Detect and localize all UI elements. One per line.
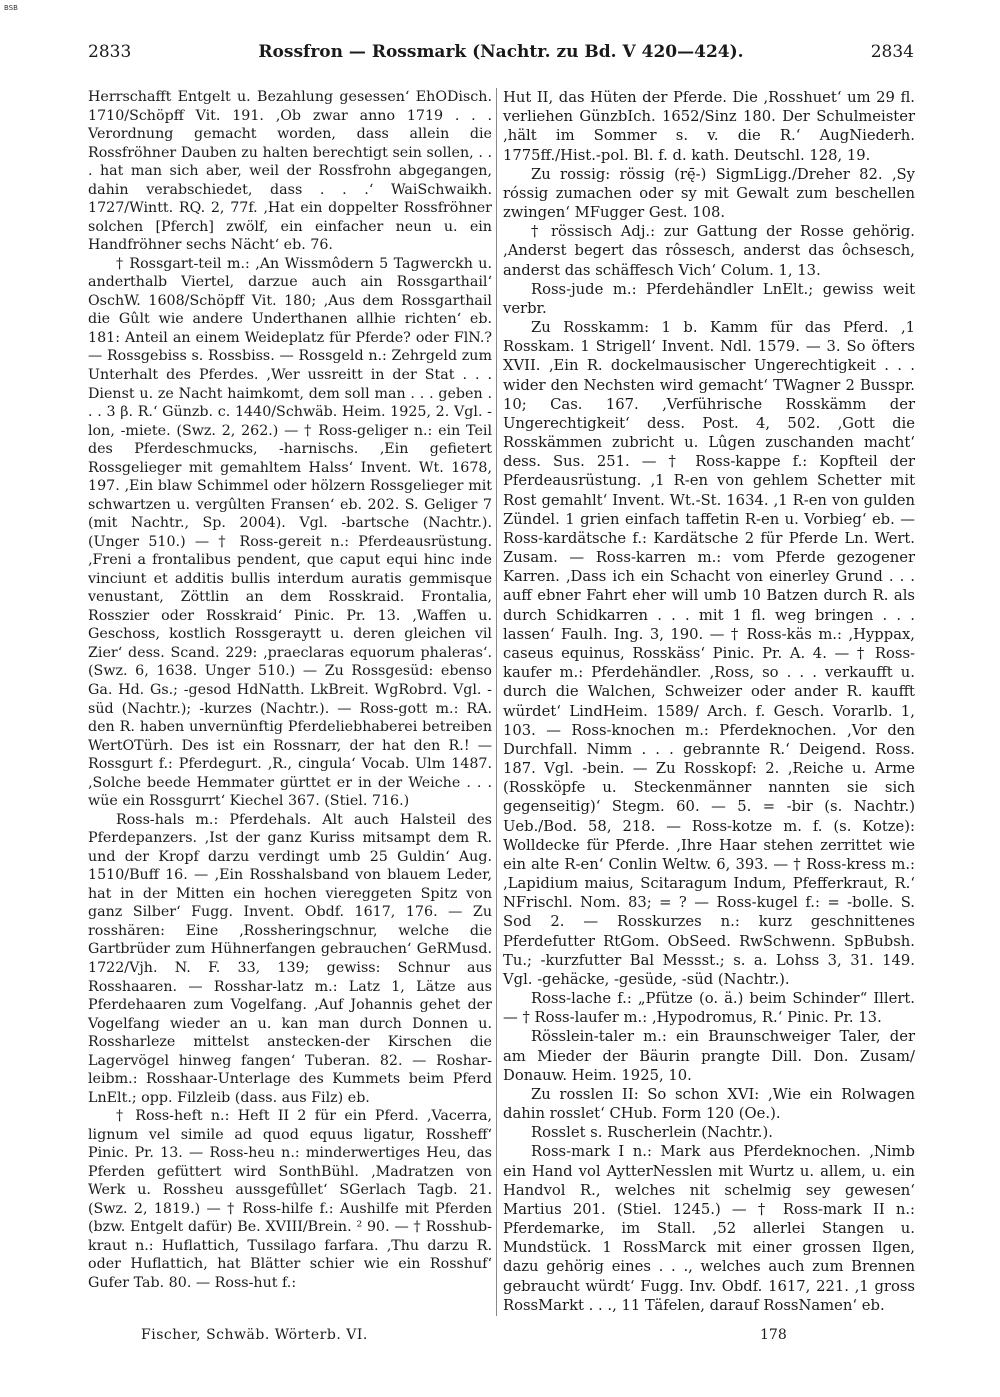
paragraph: Rösslein-taler m.: ein Braunschweiger Taler, der am Mieder der Bäurin prangte Dill. Don. Zusam/ Donauw. Heim. 1925, 10. — [503, 1028, 915, 1084]
right-column — [503, 88, 915, 1315]
paragraph: Ross-lache f.: „Pfütze (o. ä.) beim Schinder“ Illert. — † Ross-laufer m.: ‚Hypodromus, R.‘ Pinic. Pr. 13. — [503, 990, 915, 1027]
paragraph: Herrschafft Entgelt u. Bezahlung gesessen‘ EhODisch. 1710/Schöpff Vit. 191. ‚Ob zwar anno 1719 . . . Verordnung gemacht worden, dass allein die Rossfröhner Dauben zu halten berechtigt sein sollen, . . . hat man sich aber, weil der Rossfrohn abgegangen, dahin verabschiedet, dass . . .‘ WaiSchwaikh. 1727/Wintt. RQ. 2, 77f. ‚Hat ein doppelter Rossfröhner solchen [Pferch] zwölf, ein einfacher neun u. ein Handfröhner sechs Nächt‘ eb. 76. — [88, 89, 492, 254]
footer-sheet-number: 178 — [760, 1327, 787, 1343]
library-stamp: BSB — [4, 4, 18, 12]
paragraph: Hut II, das Hüten der Pferde. Die ‚Rosshuet‘ um 29 fl. verliehen GünzbIch. 1652/Sinz 180. Der Schulmeister ‚hält im Sommer s. v. die R.‘ AugNiederh. 1775ff./Hist.-pol. Bl. f. d. kath. Deutschl. 128, 19. — [503, 89, 915, 164]
footer-signature: Fischer, Schwäb. Wörterb. VI. — [141, 1327, 368, 1343]
column-divider — [496, 88, 497, 1316]
paragraph: † rössisch Adj.: zur Gattung der Rosse gehörig. ‚Anderst begert das rôssesch, anderst das ôchsesch, anderst das schäffesch Vich‘ Colum. 1, 13. — [503, 223, 915, 279]
page-number-right: 2834 — [870, 42, 914, 62]
page-header — [88, 42, 914, 66]
paragraph: Zu rosslen II: So schon XVI: ‚Wie ein Rolwagen dahin rosslet‘ CHub. Form 120 (Oe.). — [503, 1085, 915, 1123]
page-title: Rossfron — Rossmark (Nachtr. zu Bd. V 420—424). — [258, 42, 744, 62]
paragraph: † Ross-heft n.: Heft II 2 für ein Pferd. ‚Vacerra, lignum vel simile ad quod equus ligatur, Rossheff‘ Pinic. Pr. 13. — Ross-heu n.: minderwertiges Heu, das Pferden gefüttert wird SonthBühl. ‚Madratzen von Werk u. Rossheu aussgefûllet‘ SGerlach Tagb. 21. (Swz. 2, 1819.) — † Ross-hilfe f.: Aushilfe mit Pferden (bzw. Entgelt dafür) Be. XVIII/Brein. ² 90. — † Rosshub-kraut n.: Huflattich, Tussilago farfara. ‚Thu darzu R. oder Huflattich, hat Blätter schier wie ein Rosshuf‘ Gufer Tab. 80. — Ross-hut f.: — [88, 1108, 492, 1291]
paragraph: Zu rossig: rössig (rę̄-) SigmLigg./Dreher 82. ‚Sy róssig zumachen oder sy mit Gewalt zum beschellen zwingen‘ MFugger Gest. 108. — [503, 165, 915, 222]
paragraph: Ross-mark I n.: Mark aus Pferdeknochen. ‚Nimb ein Hand vol AytterNesslen mit Wurtz u. allem, u. ein Handvol R., welches nit schelmig sey gewesen‘ Martius 201. (Stiel. 1245.) — † Ross-mark II n.: Pferdemarke, im Stall. ‚52 allerlei Stangen u. Mundstück. 1 RossMarck mit einer grossen Ilgen, dazu gehörig eines . . ., welches auch zum Brennen gebraucht würdt‘ Fugg. Inv. Obdf. 1617, 221. ‚1 gross RossMarkt . . ., 11 Täfelen, darauf RossNamen‘ eb. — [503, 1143, 915, 1314]
paragraph: Zu Rosskamm: 1 b. Kamm für das Pferd. ‚1 Rosskam. 1 Strigell‘ Invent. Ndl. 1579. — 3. So öfters XVII. ‚Ein R. dockelmausischer Ungerechtigkeit . . . wider den Nechsten wird gemacht‘ TWagner 2 Busspr. 10; Cas. 167. ‚Verführische Rosskämm der Ungerechtigkeit‘ dess. Post. 4, 502. ‚Gott die Rosskämmen zubricht u. Lûgen zuschanden macht‘ dess. Sus. 251. — † Ross-kappe f.: Kopfteil der Pferdeausrüstung. ‚1 R-en von gehlem Schetter mit Rost gemahlt‘ Invent. Wt.-St. 1634. ‚1 R-en von gulden Zündel. 1 grien einfach taffetin R-en u. Vorbieg‘ eb. — Ross-kardätsche f.: Kardätsche 2 für Pferde Ln. Wert. Zusam. — Ross-karren m.: vom Pferde gezogener Karren. ‚Dass ich ein Schacht von einerley Grund . . . auff ebner Fahrt eher will umb 10 Batzen durch R. als durch Schidkarren . . . mit 1 fl. weg bringen . . . lassen‘ Faulh. Ing. 3, 190. — † Ross-käs m.: ‚Hyppax, caseus equinus, Rosskäss‘ Pinic. Pr. A. 4. — † Ross-kaufer m.: Pferdehändler. ‚Ross, so . . . verkaufft u. durch die Walchen, Schweizer oder ander R. kaufft würdet‘ LindHeim. 1589/ Arch. f. Gesch. Vorarlb. 1, 103. — Ross-knochen m.: Pferdeknochen. ‚Vor den Durchfall. Nimm . . . gebrannte R.‘ Deigend. Ross. 187. Vgl. -bein. — Zu Rosskopf: 2. ‚Reiche u. Arme (Rossköpfe u. Steckenmänner nannten sie sich gegenseitig)‘ Stegm. 60. — 5. = -bir (s. Nachtr.) Ueb./Bod. 58, 218. — Ross-kotze m. f. (s. Kotze): Wolldecke für Pferde. ‚Ihre Haar stehen zerrittet wie ein alte R-en‘ Conlin Weltw. 6, 393. — † Ross-kress m.: ‚Lapidium maius, Scitaragum Indum, Pfefferkraut, R.‘ NFrischl. Nom. 83; = ? — Ross-kugel f.: = -bolle. S. Sod 2. — Rosskurzes n.: kurz geschnittenes Pferdefutter RtGom. ObSeed. RwSchwenn. SpBubsh. Tu.; -kurzfutter Bal Messst.; s. a. Lohss 3, 31. 149. Vgl. -gehäcke, -gesüde, -süd (Nachtr.). — [503, 319, 915, 988]
left-column — [88, 88, 492, 1293]
paragraph: Ross-jude m.: Pferdehändler LnElt.; gewiss weit verbr. — [503, 280, 915, 317]
paragraph: Ross-hals m.: Pferdehals. Alt auch Halsteil des Pferdepanzers. ‚Ist der ganz Kuriss mitsampt dem R. und der Kropf darzu verdingt umb 25 Guldin‘ Aug. 1510/Buff 16. — ‚Ein Rosshalsband von blauem Leder, hat in der Mitten ein hochen viereggeten Spitz von ganz Silber‘ Fugg. Invent. Obdf. 1617, 176. — Zu rosshären: Eine ‚Rossheringschnur, welche die Gartbrüder zum Hühnerfangen gebrauchen‘ GeRMusd. 1722/Vjh. N. F. 33, 139; gewiss: Schnur aus Rosshaaren. — Rosshar-latz m.: Latz 1, Lätze aus Pferdehaaren zum Vogelfang. ‚Auf Johannis gehet der Vogelfang wieder an u. kan man durch Donnen u. Rossharleze mittelst anstecken-der Kirschen die Lagervögel hinweg fangen‘ Tuberan. 82. — Roshar-leibm.: Rosshaar-Unterlage des Kummets beim Pferd LnElt.; opp. Filzleib (dass. aus Filz) eb. — [88, 811, 492, 1106]
paragraph: Rosslet s. Ruscherlein (Nachtr.). — [531, 1124, 773, 1142]
page-number-left: 2833 — [88, 42, 132, 62]
paragraph: † Rossgart-teil m.: ‚An Wissmôdern 5 Tagwerckh u. anderthalb Viertel, darzue auch ain Rossgarthail‘ OschW. 1608/Schöpff Vit. 180; ‚Aus dem Rossgarthail die Gûlt wie andere Underthanen allhie richten‘ eb. 181: Anteil an einem Weideplatz für Pferde? oder FlN.? — Rossgebiss s. Rossbiss. — Rossgeld n.: Zehrgeld zum Unterhalt des Pferdes. ‚Wer ussreitt in der Stat . . . Dienst u. ze Nacht haimkomt, dem soll man . . . geben . . . 3 β. R.‘ Günzb. c. 1440/Schwäb. Heim. 1925, 2. Vgl. -lon, -miete. (Swz. 2, 262.) — † Ross-geliger n.: ein Teil des Pferdeschmucks, -harnischs. ‚Ein gefietert Rossgelieger mit gemahltem Halss‘ Invent. Wt. 1678, 197. ‚Ein blaw Schimmel oder hölzern Rossgelieger mit schwartzen u. vergûlten Fransen‘ eb. 202. S. Geliger 7 (mit Nachtr., Sp. 2004). Vgl. -bartsche (Nachtr.). (Unger 510.) — † Ross-gereit n.: Pferdeausrüstung. ‚Freni a frontalibus pendent, que caput equi hinc inde vinciunt et additis bullis interdum auratis gemmisque venustant, Zöttlin an dem Rosskraid. Frontalia, Rosszier oder Rosskraid‘ Pinic. Pr. 13. ‚Waffen u. Geschoss, kostlich Rossgeraytt u. deren gleichen vil Zier‘ dess. Scand. 229: ‚praeclaras equorum phaleras‘. (Swz. 6, 1638. Unger 510.) — Zu Rossgesüd: ebenso Ga. Hd. Gs.; -gesod HdNatth. LkBreit. WgRobrd. Vgl. -süd (Nachtr.); -kurzes (Nachtr.). — Ross-gott m.: RA. den R. haben unvernünftig Pferdeliebhaberei betreiben WertOTürh. Des ist ein Rossnarr, der hat den R.! — Rossgurt f.: Pferdegurt. ‚R., cingula‘ Vocab. Ulm 1487. ‚Solche beede Hemmater gürttet er in der Weiche . . . wüe ein Rossgurrt‘ Kiechel 367. (Stiel. 716.) — [88, 255, 492, 810]
